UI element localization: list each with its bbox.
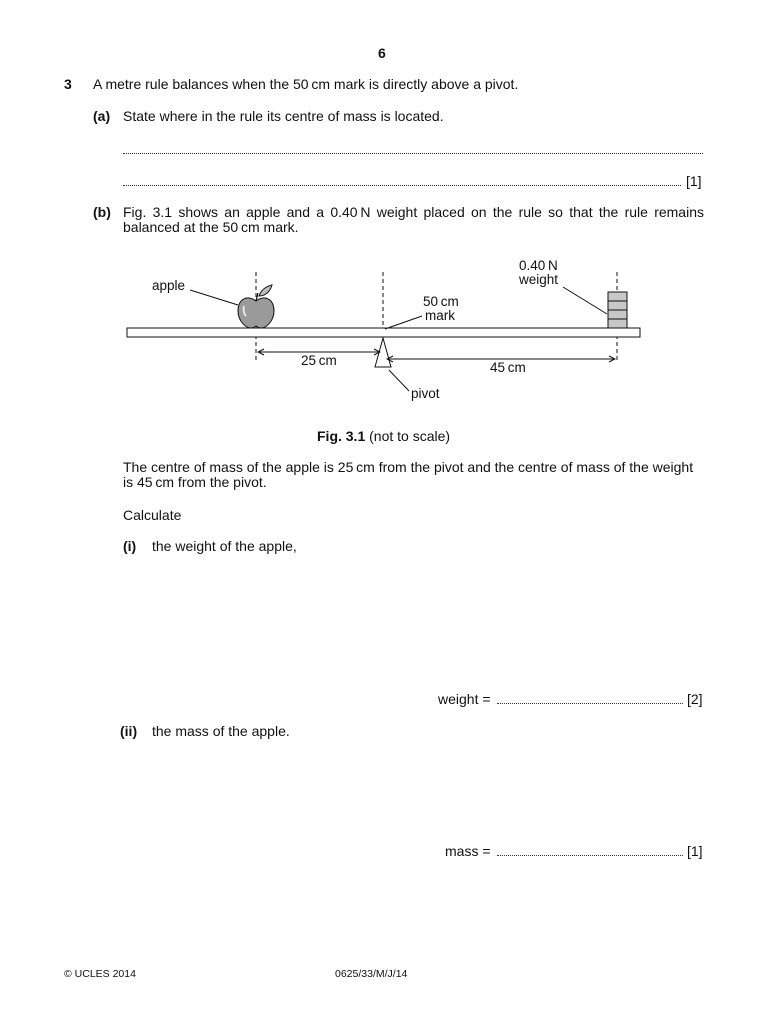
sub-i-marks: [2] [687,691,703,707]
label-right-distance: 45 cm [490,360,526,375]
page-number: 6 [378,45,386,61]
question-stem: A metre rule balances when the 50 cm mark is directly above a pivot. [93,76,519,92]
sub-ii-text: the mass of the apple. [152,723,290,739]
sub-i-label: (i) [123,538,137,554]
part-a-marks: [1] [686,173,702,189]
info-line2: is 45 cm from the pivot. [123,474,267,490]
figure-3-1 [0,0,768,430]
label-mark-line1: 50 cm [423,294,459,309]
sub-i-text: the weight of the apple, [152,538,297,554]
label-apple: apple [152,278,186,293]
question-number: 3 [64,76,72,92]
sub-ii-marks: [1] [687,843,703,859]
figure-caption [317,428,450,444]
label-weight-line2: weight [519,272,559,287]
mass-answer-line[interactable] [497,852,683,856]
weight-answer-label: weight = [438,691,491,707]
label-weight-line1: 0.40 N [519,258,558,273]
calculate-text: Calculate [123,507,182,523]
label-pivot: pivot [411,386,440,401]
footer-code: 0625/33/M/J/14 [335,968,408,980]
part-a-label: (a) [93,108,111,124]
weight-answer-line[interactable] [497,700,683,704]
part-b-text-line2: balanced at the 50 cm mark. [123,219,299,235]
info-line1: The centre of mass of the apple is 25 cm from the pivot and the centre of mass of the weight [123,459,694,475]
caption-rest: (not to scale) [369,428,451,444]
part-a-text: State where in the rule its centre of mass is located. [123,108,444,124]
part-b-label: (b) [93,204,111,220]
weight-stack-icon [608,292,627,328]
label-left-distance: 25 cm [301,353,337,368]
caption-bold: Fig. 3.1 [317,428,366,444]
mass-answer-label: mass = [445,843,491,859]
label-mark-line2: mark [425,308,455,323]
part-b-text-line1: Fig. 3.1 shows an apple and a 0.40 N weight placed on the rule so that the rule remains [123,204,704,220]
sub-ii-label: (ii) [120,723,138,739]
footer-copyright: © UCLES 2014 [64,968,136,980]
metre-rule [127,328,640,337]
apple-icon [238,285,274,328]
